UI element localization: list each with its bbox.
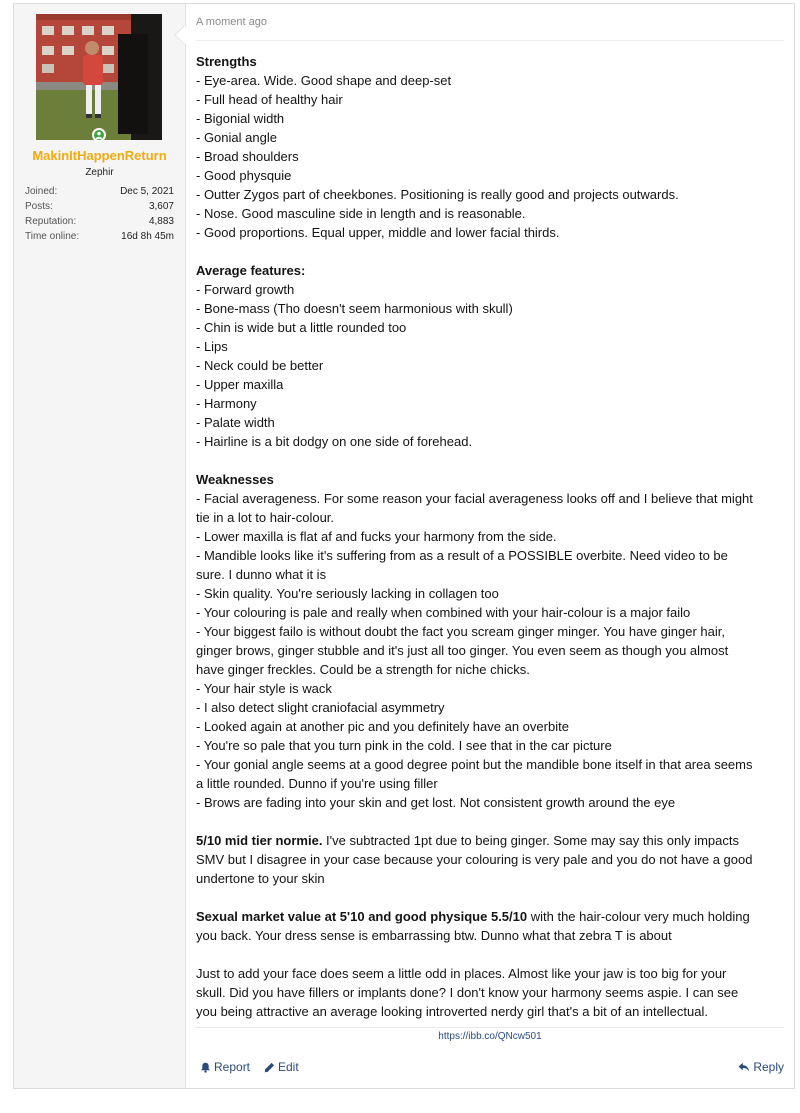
- signature-divider: [196, 1027, 784, 1028]
- stat-time-online: [25, 229, 174, 244]
- user-stats: [25, 184, 174, 244]
- list-line: a little rounded. Dunno if you're using filler: [196, 776, 438, 791]
- stat-label: Time online:: [25, 231, 80, 242]
- list-item: - Neck could be better: [196, 358, 324, 373]
- paragraph-line: skull. Did you have fillers or implants done? I don't know your harmony seems aspie. I can see: [196, 985, 739, 1000]
- list-line: - Looked again at another pic and you definitely have an overbite: [196, 719, 569, 734]
- stat-value: 16d 8h 45m: [121, 231, 174, 242]
- list-line: - Lower maxilla is flat af and fucks your harmony from the side.: [196, 529, 557, 544]
- list-line: - Brows are fading into your skin and get lost. Not consistent growth around the eye: [196, 795, 676, 810]
- list-line: tie in a lot to hair-colour.: [196, 510, 335, 525]
- list-line: - Your biggest failo is without doubt the fact you scream ginger minger. You have ginger hair,: [196, 624, 726, 639]
- user-info-panel: [14, 4, 186, 1088]
- verdict-line-3: undertone to your skin: [196, 871, 325, 886]
- verdict-line: [196, 831, 786, 850]
- stat-label: Joined:: [25, 186, 58, 197]
- average-list: [196, 280, 786, 451]
- list-item: - Upper maxilla: [196, 377, 284, 392]
- avatar-photo: [36, 14, 162, 140]
- smv-text: with the hair-colour very much holding: [527, 909, 750, 924]
- average-heading: Average features:: [196, 263, 306, 278]
- list-line: have ginger freckles. Could be a strength for niche chicks.: [196, 662, 530, 677]
- list-line: - Your hair style is wack: [196, 681, 332, 696]
- list-line: - Mandible looks like it's suffering from as a result of a POSSIBLE overbite. Need video to be: [196, 548, 728, 563]
- list-line: - Skin quality. You're seriously lacking in collagen too: [196, 586, 499, 601]
- paragraph-line: you being attractive an average looking introverted nerdy girl that's a bit of an intellectual.: [196, 1004, 708, 1019]
- bell-icon: [200, 1062, 211, 1073]
- list-item: - Hairline is a bit dodgy on one side of forehead.: [196, 434, 473, 449]
- smv-line-2: you back. Your dress sense is embarrassing btw. Dunno what that zebra T is about: [196, 928, 672, 943]
- forum-post: [13, 3, 795, 1089]
- verdict-bold: 5/10 mid tier normie.: [196, 833, 323, 848]
- edit-label[interactable]: Edit: [278, 1060, 299, 1074]
- stat-label: Posts:: [25, 201, 53, 212]
- list-item: - Full head of healthy hair: [196, 92, 343, 107]
- verdict-line-2: SMV but I disagree in your case because your colouring is very pale and you do not have a good: [196, 852, 753, 867]
- list-line: sure. I dunno what it is: [196, 567, 327, 582]
- username-link[interactable]: MakinItHappenReturn: [32, 148, 167, 163]
- strengths-list: [196, 71, 786, 242]
- post-main: [196, 4, 784, 1088]
- stat-posts: [25, 199, 174, 214]
- post-message: [196, 52, 786, 1021]
- list-item: - Gonial angle: [196, 130, 277, 145]
- list-item: - Harmony: [196, 396, 257, 411]
- report-button[interactable]: [200, 1060, 250, 1074]
- signature-link[interactable]: [196, 1031, 784, 1042]
- smv-bold: Sexual market value at 5'10 and good physique 5.5/10: [196, 909, 528, 924]
- list-item: - Broad shoulders: [196, 149, 299, 164]
- stat-label: Reputation:: [25, 216, 77, 227]
- list-item: - Chin is wide but a little rounded too: [196, 320, 407, 335]
- post-actions: [196, 1060, 784, 1076]
- list-item: - Bone-mass (Tho doesn't seem harmonious with skull): [196, 301, 513, 316]
- list-item: - Lips: [196, 339, 228, 354]
- list-line: - Your colouring is pale and really when combined with your hair-colour is a major failo: [196, 605, 691, 620]
- list-line: - Facial averageness. For some reason your facial averageness looks off and I believe that might: [196, 491, 753, 506]
- reply-arrow-icon: [738, 1062, 750, 1073]
- reply-label[interactable]: Reply: [753, 1060, 784, 1074]
- list-item: - Good physquie: [196, 168, 292, 183]
- list-line: - Your gonial angle seems at a good degree point but the mandible bone itself in that area seems: [196, 757, 753, 772]
- list-item: - Forward growth: [196, 282, 295, 297]
- signature-link-text[interactable]: https://ibb.co/QNcw501: [438, 1031, 542, 1042]
- list-line: - You're so pale that you turn pink in the cold. I see that in the car picture: [196, 738, 612, 753]
- pencil-icon: [264, 1062, 275, 1073]
- weaknesses-heading: Weaknesses: [196, 472, 274, 487]
- stat-value: 3,607: [148, 201, 174, 212]
- paragraph-line: Just to add your face does seem a little odd in places. Almost like your jaw is too big for your: [196, 966, 727, 981]
- list-item: - Good proportions. Equal upper, middle and lower facial thirds.: [196, 225, 560, 240]
- strengths-heading: Strengths: [196, 54, 257, 69]
- list-item: - Bigonial width: [196, 111, 285, 126]
- weaknesses-list: [196, 489, 786, 812]
- closing-paragraph: [196, 964, 786, 1021]
- edit-button[interactable]: [264, 1060, 299, 1074]
- stat-value: Dec 5, 2021: [120, 186, 174, 197]
- post-timestamp[interactable]: A moment ago: [196, 16, 267, 28]
- list-item: - Eye-area. Wide. Good shape and deep-set: [196, 73, 452, 88]
- list-item: - Outter Zygos part of cheekbones. Positioning is really good and projects outwards.: [196, 187, 679, 202]
- verdict-text: I've subtracted 1pt due to being ginger. Some may say this only impacts: [322, 833, 739, 848]
- stat-reputation: [25, 214, 174, 229]
- header-divider: [196, 40, 784, 41]
- list-line: ginger brows, ginger stubble and it's just all too ginger. You even seem as though you almost: [196, 643, 729, 658]
- user-avatar[interactable]: [36, 14, 162, 140]
- stat-value: 4,883: [148, 216, 174, 227]
- list-item: - Palate width: [196, 415, 275, 430]
- list-item: - Nose. Good masculine side in length and is reasonable.: [196, 206, 526, 221]
- stat-joined: [25, 184, 174, 199]
- user-title: Zephir: [85, 167, 114, 178]
- report-label[interactable]: Report: [214, 1060, 251, 1074]
- smv-line: [196, 907, 786, 926]
- online-status-icon: [92, 128, 106, 142]
- list-line: - I also detect slight craniofacial asymmetry: [196, 700, 445, 715]
- reply-button[interactable]: [738, 1060, 784, 1074]
